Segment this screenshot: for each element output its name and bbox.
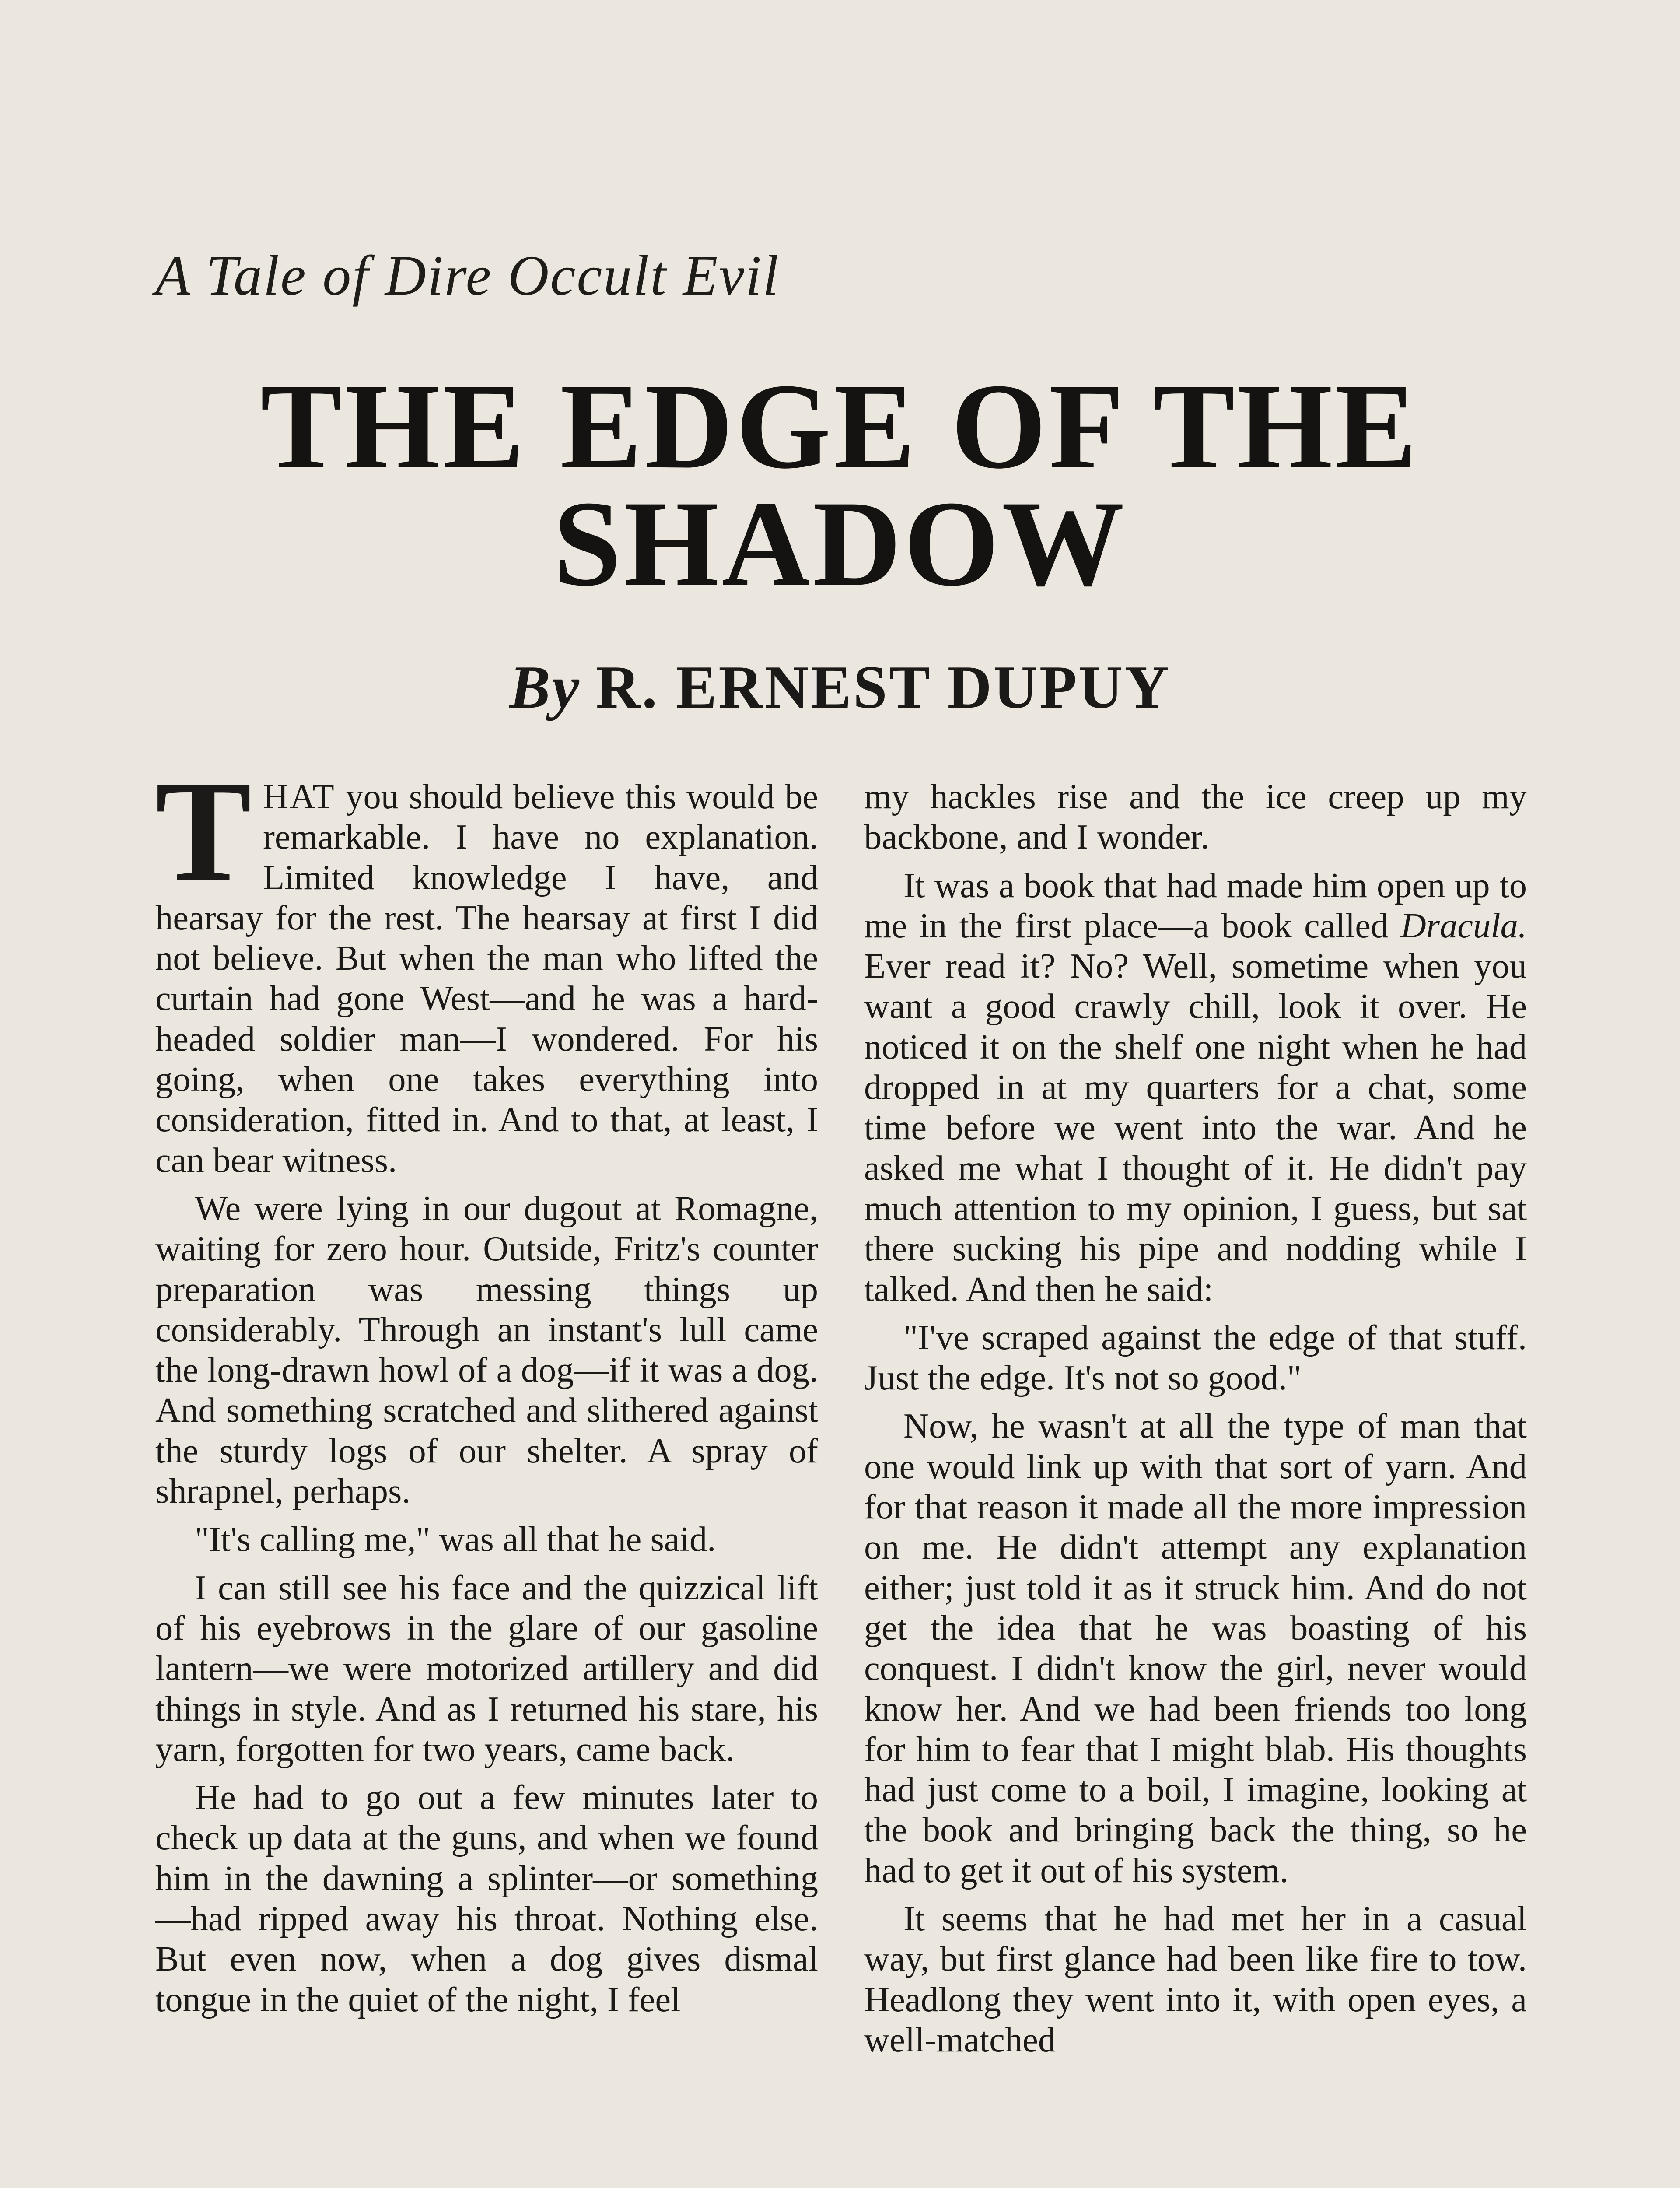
paragraph: Now, he wasn't at all the type of man that one would link up with that sort of yarn. And for that reason it made all the more impression on me. He didn't attempt any explanation either; just told it as it struck him. And do not get the idea that he was boasting of his conquest. I didn't know the girl, never would know her. And we had been friends too long for him to fear that I might blab. His thoughts had just come to a boil, I imagine, looking at the book and bringing back the thing, so he had to get it out of his system.: [864, 1406, 1527, 1890]
text-column-right: [864, 777, 1527, 2068]
opening-paragraph: [155, 751, 818, 1181]
text-column-left: [155, 751, 818, 2028]
byline: [131, 652, 1549, 722]
author-name: R. ERNEST DUPUY: [595, 653, 1171, 721]
paragraph: "It's calling me," was all that he said.: [195, 1520, 716, 1559]
story-kicker: A Tale of Dire Occult Evil: [155, 244, 780, 307]
paragraph: He had to go out a few minutes later to check up data at the guns, and when we found him in the dawning a splinter—or something—had ripped away his throat. Nothing else. But even now, when a dog gives dismal tongue in the quiet of the night, I feel: [155, 1778, 818, 2019]
paragraph-text: Ever read it? No? Well, sometime when you want a good crawly chill, look it over. He noticed it on the shelf one night when he had dropped in at my quarters for a chat, some time before we went into the war. And he asked me what I thought of it. He didn't pay much attention to my opinion, I guess, but sat there sucking his pipe and nodding while I talked. And then he said:: [864, 947, 1527, 1309]
paragraph: [864, 866, 1527, 1310]
opening-words: HAT: [263, 777, 336, 816]
paragraph: We were lying in our dugout at Romagne, waiting for zero hour. Outside, Fritz's counter preparation was messing things up considerably. Through an instant's lull came the long-drawn howl of a dog—if it was a dog. And something scratched and slithered against the sturdy logs of our shelter. A spray of shrapnel, perhaps.: [155, 1189, 818, 1511]
quote-paragraph: "I've scraped against the edge of that stuff. Just the edge. It's not so good.": [864, 1318, 1527, 1398]
opening-text: you should believe this would be remarkable. I have no explanation. Limited knowledge I have, and hearsay for the rest. The hearsay at first I did not believe. But when the man who lifted the curtain had gone West—and he was a hard-headed soldier man—I wondered. For his going, when one takes everything into consideration, fitted in. And to that, at least, I can bear witness.: [155, 777, 818, 1180]
story-title: THE EDGE OF THE SHADOW: [260, 358, 1420, 611]
paragraph: It seems that he had met her in a casual way, but first glance had been like fire to tow. Headlong they went into it, with open eyes, a well-matched: [864, 1899, 1527, 2059]
continued-paragraph: my hackles rise and the ice creep up my backbone, and I wonder.: [864, 777, 1527, 857]
drop-cap: T: [155, 751, 252, 911]
paragraph-text: It was a book that had made him open up to me in the first place—a book called: [864, 866, 1527, 945]
paragraph: I can still see his face and the quizzical lift of his eyebrows in the glare of our gasoline lantern—we were motorized artillery and did things in style. And as I returned his stare, his yarn, forgotten for two years, came back.: [155, 1568, 818, 1769]
book-title: Dracula.: [1400, 906, 1527, 945]
byline-prefix: By: [509, 653, 581, 721]
